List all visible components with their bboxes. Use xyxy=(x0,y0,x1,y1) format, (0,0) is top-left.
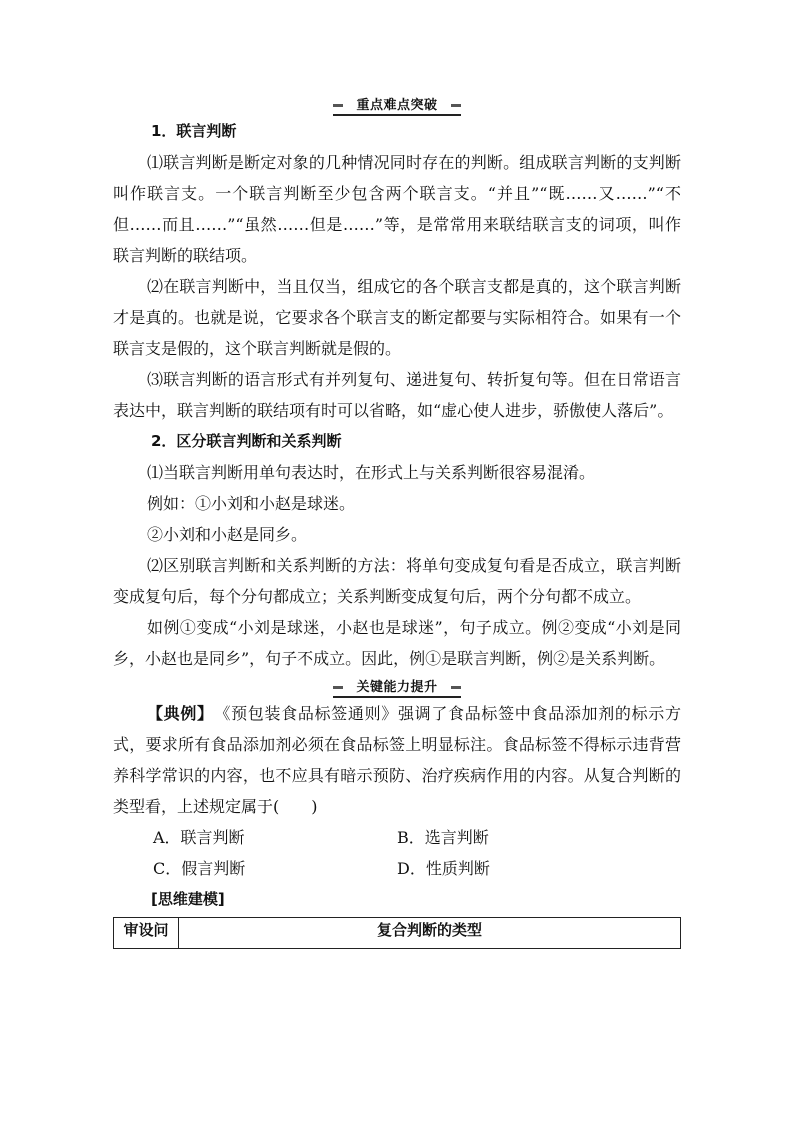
section-heading-2: 2．区分联言判断和关系判断 xyxy=(151,432,342,450)
paragraph: 如例①变成“小刘是球迷，小赵也是球迷”，句子成立。例②变成“小刘是同乡，小赵也是同乡”，句子不成立。因此，例①是联言判断，例②是关系判断。 xyxy=(113,618,681,668)
example-label: 【典例】 xyxy=(147,704,206,723)
option-a: A．联言判断 xyxy=(153,828,245,847)
option-c: C．假言判断 xyxy=(153,859,246,878)
option-b: B．选言判断 xyxy=(397,828,489,847)
paragraph: ⑵区别联言判断和关系判断的方法：将单句变成复句看是否成立，联言判断变成复句后，每个分句都成立；关系判断变成复句后，两个分句都不成立。 xyxy=(113,556,681,606)
option-d: D．性质判断 xyxy=(397,859,490,878)
example-line-1: 例如：①小刘和小赵是球迷。 xyxy=(147,494,356,513)
example-line-2: ②小刘和小赵是同乡。 xyxy=(147,525,308,544)
answer-options xyxy=(113,822,681,884)
example-question xyxy=(113,698,681,822)
paragraph: ⑶联言判断的语言形式有并列复句、递进复句、转折复句等。但在日常语言表达中，联言判断的联结项有时可以省略，如“虚心使人进步，骄傲使人落后”。 xyxy=(113,370,681,420)
table-cell-topic: 复合判断的类型 xyxy=(179,918,681,949)
table-cell-question: 审设问 xyxy=(114,918,179,949)
section-heading-1: 1．联言判断 xyxy=(151,122,237,140)
thinking-model-table xyxy=(113,917,681,949)
example-text: 《预包装食品标签通则》强调了食品标签中食品添加剂的标示方式，要求所有食品添加剂必须在食品标签上明显标注。食品标签不得标示违背营养科学常识的内容，也不应具有暗示预防、治疗疾病作用的内容。从复合判断的类型看，上述规定属于( ) xyxy=(113,704,681,816)
section-banner-key-points: 重点难点突破 xyxy=(333,98,461,116)
table-row xyxy=(114,918,681,949)
section-banner-key-skills: 关键能力提升 xyxy=(333,680,461,698)
thinking-model-label: [思维建模] xyxy=(151,890,225,908)
paragraph: ⑵在联言判断中，当且仅当，组成它的各个联言支都是真的，这个联言判断才是真的。也就是说，它要求各个联言支的断定都要与实际相符合。如果有一个联言支是假的，这个联言判断就是假的。 xyxy=(113,277,681,358)
paragraph: ⑴联言判断是断定对象的几种情况同时存在的判断。组成联言判断的支判断叫作联言支。一个联言判断至少包含两个联言支。“并且”“既……又……”“不但……而且……”“虽然……但是……”等，是常常用来联结联言支的词项，叫作联言判断的联结项。 xyxy=(113,153,681,265)
paragraph: ⑴当联言判断用单句表达时，在形式上与关系判断很容易混淆。 xyxy=(147,463,596,482)
document-page xyxy=(113,92,681,949)
